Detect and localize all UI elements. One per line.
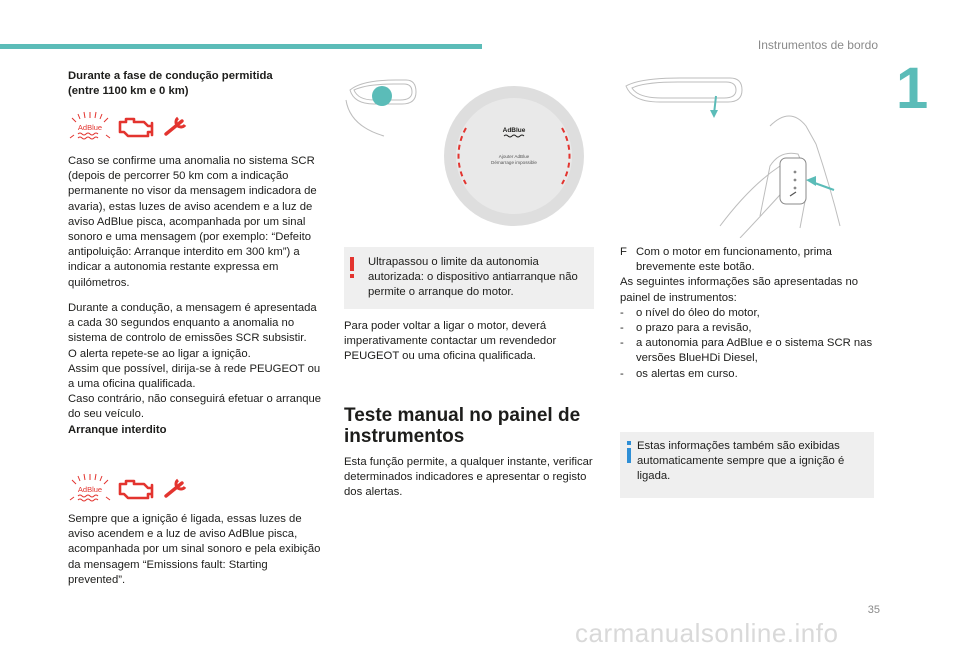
text-function-description: Esta função permite, a qualquer instante, verificar determinados indicadores e apresentar o registo dos alertas. (344, 456, 593, 499)
heading-line-1: Teste manual no painel de (344, 405, 581, 426)
text-restart-contact-dealer: Para poder voltar a ligar o motor, deverá imperativamente contactar um revendedor PEUGEOT ou uma oficina qualificada. (344, 320, 557, 363)
dial-message-line-2: Démarrage impossible (491, 160, 537, 165)
heading-line-2: instrumentos (344, 426, 465, 447)
heading-permitted-phase (68, 69, 326, 99)
heading-start-prohibited: Arranque interdito (68, 423, 167, 436)
info-box (620, 432, 874, 498)
paragraph-start-prevented (68, 512, 326, 588)
instrument-dial-illustration (344, 66, 594, 238)
text-anomaly: Caso se confirme uma anomalia no sistema SCR (depois de percorrer 50 km com a indicação permanente no visor da mensagem indicadora de avaria), estas luzes de aviso acendem e a luz de aviso AdBlue pisca, acompanhada por um sinal sonoro e uma mensagem (por exemplo: “Defeito antipoluição: Arranque interdito em 300 km”) a indicar a autonomia restante expressa em quilómetros. (68, 155, 317, 289)
warning-box (344, 247, 594, 309)
info-icon (627, 441, 631, 445)
list-item: - o prazo para a revisão, (620, 322, 752, 335)
paragraph-repeat (68, 301, 326, 438)
warning-lights-row-1 (64, 110, 204, 150)
dial-message-line-1: Ajouter AdBlue (498, 154, 530, 159)
steering-button-illustration (620, 66, 876, 238)
paragraph-anomaly (68, 154, 326, 291)
info-text: Estas informações também são exibidas automaticamente sempre que a ignição é ligada. (637, 440, 845, 483)
step-marker: F (620, 246, 627, 258)
engine-icon (120, 119, 152, 136)
svg-text:AdBlue: AdBlue (77, 485, 103, 494)
warning-lights-row-2 (64, 472, 204, 512)
step-item (620, 245, 878, 275)
step-instruction (620, 245, 878, 382)
list-item: - os alertas em curso. (620, 367, 738, 380)
text-info-intro: As seguintes informações são apresentadas no painel de instrumentos: (620, 276, 859, 304)
section-title: Instrumentos de bordo (757, 38, 878, 52)
svg-text:AdBlue: AdBlue (77, 123, 103, 132)
list-item: - a autonomia para AdBlue e o sistema SCR nas versões BlueHDi Diesel, (620, 337, 873, 365)
warning-exclamation-icon (350, 257, 354, 271)
engine-icon (120, 481, 152, 498)
adblue-icon (70, 112, 110, 139)
warning-text: Ultrapassou o limite da autonomia autorizada: o dispositivo antiarranque não permite o arranque do motor. (368, 256, 578, 299)
page-number: 35 (867, 604, 880, 616)
text-go-to-dealer: Assim que possível, dirija-se à rede PEUGEOT ou a uma oficina qualificada. (68, 362, 321, 391)
paragraph-restart (344, 319, 594, 365)
text-message-interval: Durante a condução, a mensagem é apresentada a cada 30 segundos enquanto a anomalia no sistema de controlo de emissões SCR subsistir. (68, 302, 317, 345)
text-alert-repeat: O alerta repete-se ao ligar a ignição. (68, 347, 251, 360)
text-start-prevented: Sempre que a ignição é ligada, essas luzes de aviso acendem e a luz de aviso AdBlue pisca, acompanhada por um sinal sonoro e pela exibição da mensagem “Emissions fault: Starting prevented”. (68, 513, 321, 586)
heading-line-1: Durante a fase de condução permitida (68, 70, 273, 82)
list-item: - o nível do óleo do motor, (620, 306, 760, 319)
adblue-icon (70, 474, 110, 501)
text-no-start: Caso contrário, não conseguirá efetuar o arranque do seu veículo. (68, 393, 322, 421)
step-text: Com o motor em funcionamento, prima brevemente este botão. (636, 246, 832, 274)
section-heading-manual-test (344, 405, 594, 447)
chapter-number: 1 (896, 56, 929, 121)
watermark: carmanualsonline.info (575, 618, 839, 648)
wrench-icon (166, 118, 185, 134)
paragraph-function (344, 455, 594, 501)
heading-line-2: (entre 1100 km e 0 km) (68, 85, 189, 98)
dial-adblue-label: AdBlue (502, 127, 526, 134)
header-accent-bar (0, 44, 482, 49)
wrench-icon (166, 480, 185, 496)
